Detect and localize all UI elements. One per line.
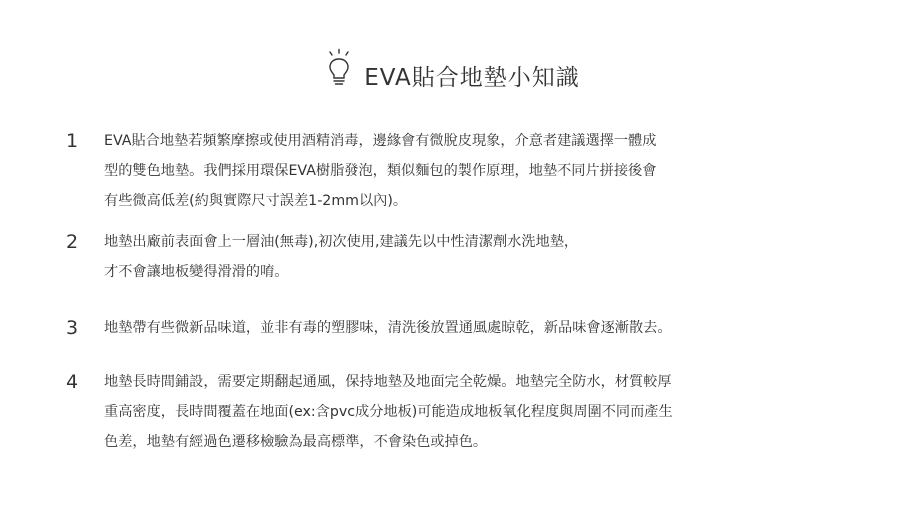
item-line: 有些微高低差(約與實際尺寸誤差1-2mm以內)。 [104,193,408,209]
item-line: 才不會讓地板變得滑滑的唷。 [104,264,289,280]
item-text [104,367,874,457]
item-line: 地墊帶有些微新品味道，並非有毒的塑膠味，清洗後放置通風處晾乾，新品味會逐漸散去。 [104,320,672,336]
item-number: 2 [66,231,79,253]
item-number: 1 [66,130,79,152]
item-text [104,313,874,343]
item-line: 地墊長時間鋪設，需要定期翻起通風，保持地墊及地面完全乾燥。地墊完全防水，材質較厚 [104,374,672,390]
item-line: 重高密度，長時間覆蓋在地面(ex:含pvc成分地板)可能造成地板氧化程度與周圍不同而產生 [104,404,673,420]
item-text [104,227,874,287]
item-line: 地墊出廠前表面會上一層油(無毒),初次使用,建議先以中性清潔劑水洗地墊， [104,234,579,250]
page-header [0,44,900,94]
item-line: 色差，地墊有經過色遷移檢驗為最高標準，不會染色或掉色。 [104,434,488,450]
item-line: EVA貼合地墊若頻繁摩擦或使用酒精消毒，邊緣會有微脫皮現象，介意者建議選擇一體成 [104,133,657,149]
item-number: 3 [66,317,79,339]
item-line: 型的雙色地墊。我們採用環保EVA樹脂發泡，類似麵包的製作原理，地墊不同片拼接後會 [104,163,657,179]
item-number: 4 [66,371,79,393]
lightbulb-icon [320,48,360,90]
item-text [104,126,874,216]
page-title: EVA貼合地墊小知識 [364,64,580,91]
